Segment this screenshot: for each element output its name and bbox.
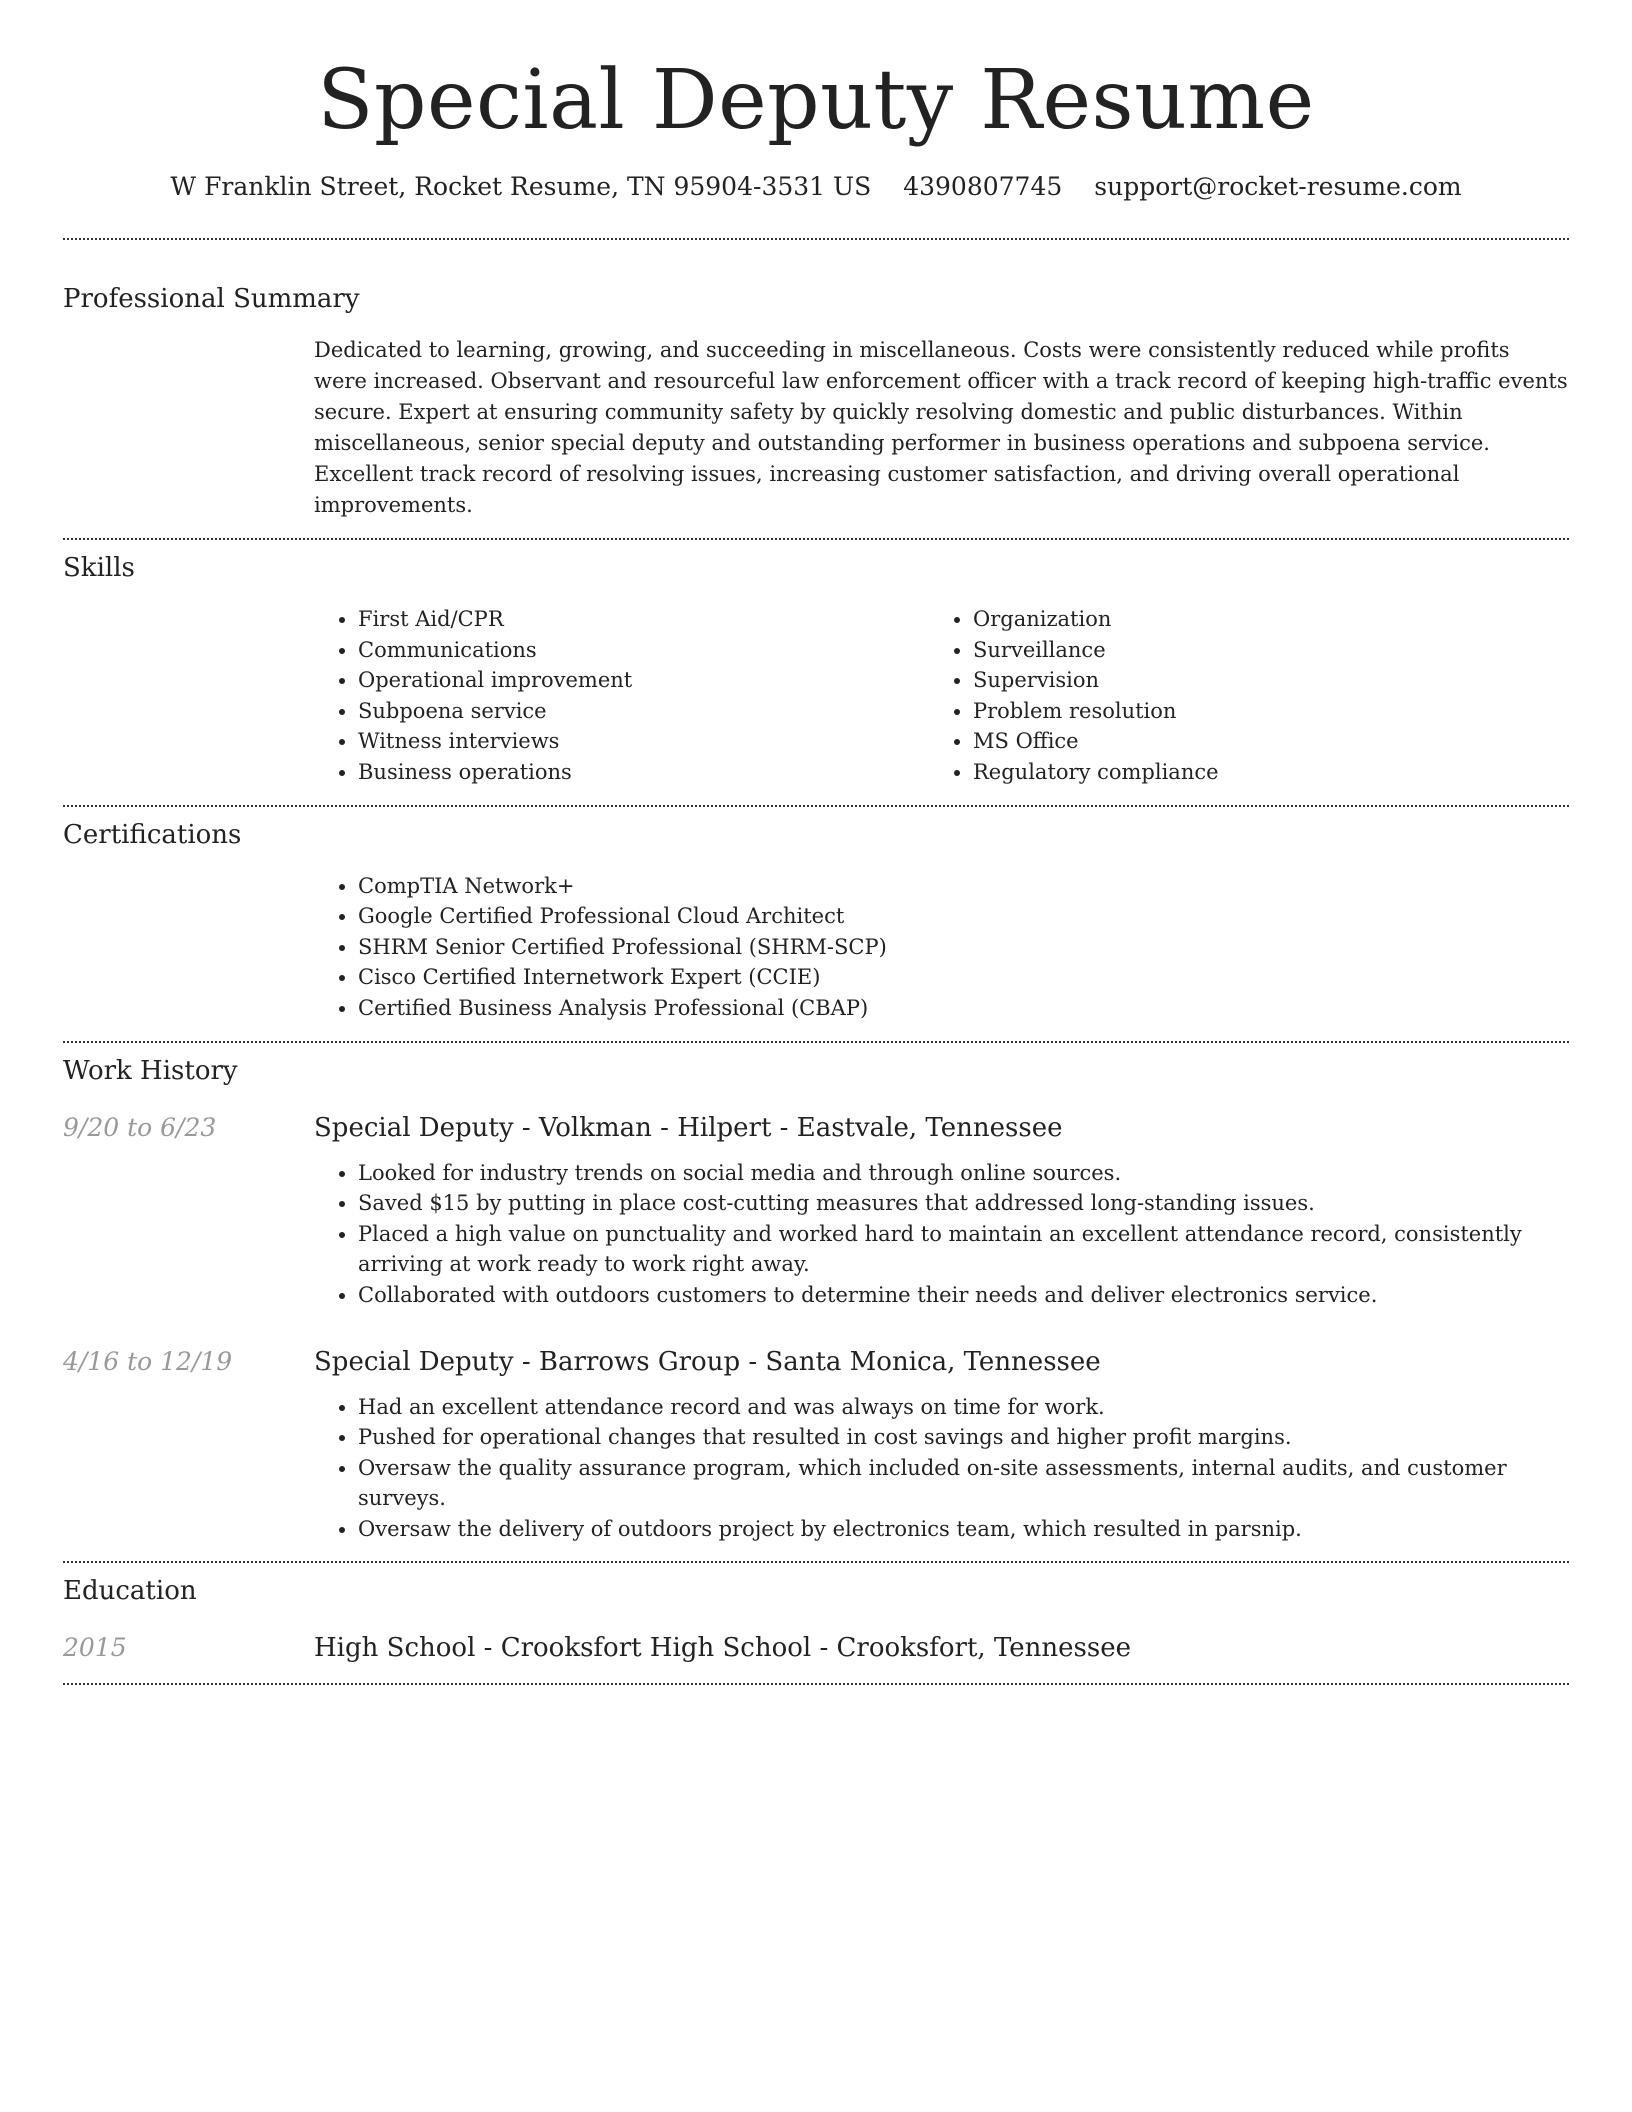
job-title: Special Deputy - Volkman - Hilpert - Eastvale, Tennessee <box>314 1112 1063 1143</box>
summary-body <box>314 335 1569 521</box>
job-bullet: • Looked for industry trends on social media and through online sources. <box>358 1158 1569 1189</box>
section-divider <box>63 1041 1569 1043</box>
section-divider <box>63 1561 1569 1563</box>
section-heading-work-history: Work History <box>63 1055 238 1086</box>
certification-item: • SHRM Senior Certified Professional (SHRM-SCP) <box>358 932 1569 963</box>
section-divider <box>63 805 1569 807</box>
skill-item: • Subpoena service <box>358 696 929 727</box>
job-bullet: • Had an excellent attendance record and was always on time for work. <box>358 1392 1569 1423</box>
certification-item: • Cisco Certified Internetwork Expert (CCIE) <box>358 962 1569 993</box>
job-bullet: • Collaborated with outdoors customers to determine their needs and deliver electronics service. <box>358 1280 1569 1311</box>
skill-item: • Problem resolution <box>973 696 1544 727</box>
skill-item: • Communications <box>358 635 929 666</box>
certification-item: • Certified Business Analysis Professional (CBAP) <box>358 993 1569 1024</box>
certification-item: • Google Certified Professional Cloud Architect <box>358 901 1569 932</box>
education-title: High School - Crooksfort High School - Crooksfort, Tennessee <box>314 1633 1131 1664</box>
work-history-section <box>63 1054 1569 1545</box>
contact-email: support@rocket-resume.com <box>1094 172 1462 201</box>
education-year: 2015 <box>63 1633 127 1663</box>
certification-item: • CompTIA Network+ <box>358 871 1569 902</box>
contact-address: W Franklin Street, Rocket Resume, TN 95904-3531 US <box>170 172 872 201</box>
skill-item: • Regulatory compliance <box>973 757 1544 788</box>
job-entry <box>63 1111 1569 1311</box>
skill-item: • Business operations <box>358 757 929 788</box>
job-bullet: • Oversaw the quality assurance program, which included on-site assessments, internal audits, and customer surveys. <box>358 1453 1569 1514</box>
summary-text: Dedicated to learning, growing, and succeeding in miscellaneous. Costs were consistently reduced while profits were increased. Observant and resourceful law enforcement officer with a track record of keeping high-traffic events secure. Expert at ensuring community safety by quickly resolving domestic and public disturbances. Within miscellaneous, senior special deputy and outstanding performer in business operations and subpoena service. Excellent track record of resolving issues, increasing customer satisfaction, and driving overall operational improvements. <box>314 338 1568 517</box>
skills-column-left <box>314 604 929 788</box>
skill-item: • Organization <box>973 604 1544 635</box>
skills-column-right <box>929 604 1544 788</box>
section-divider <box>63 1683 1569 1685</box>
job-bullet: • Placed a high value on punctuality and worked hard to maintain an excellent attendance record, consistently arriving at work ready to work right away. <box>358 1219 1569 1280</box>
job-details <box>314 1158 1569 1311</box>
skills-body <box>314 604 1569 788</box>
job-bullet: • Pushed for operational changes that resulted in cost savings and higher profit margins. <box>358 1422 1569 1453</box>
professional-summary-section <box>63 282 1569 521</box>
job-details <box>314 1392 1569 1545</box>
job-header <box>63 1111 1569 1145</box>
skill-item: • Surveillance <box>973 635 1544 666</box>
certifications-body <box>314 871 1569 1024</box>
skill-item: • Witness interviews <box>358 726 929 757</box>
section-heading-skills: Skills <box>63 553 135 583</box>
certifications-section <box>63 818 1569 1024</box>
resume-title: Special Deputy Resume <box>317 53 1315 148</box>
skills-section <box>63 551 1569 788</box>
section-heading-certifications: Certifications <box>63 819 242 850</box>
education-entry <box>63 1631 1569 1665</box>
education-section <box>63 1574 1569 1665</box>
section-heading-summary: Professional Summary <box>63 284 360 314</box>
skill-item: • Supervision <box>973 665 1544 696</box>
contact-line <box>63 170 1569 204</box>
contact-phone: 4390807745 <box>903 172 1063 201</box>
section-divider <box>63 238 1569 240</box>
skill-item: • MS Office <box>973 726 1544 757</box>
job-bullet: • Oversaw the delivery of outdoors project by electronics team, which resulted in parsnip. <box>358 1514 1569 1545</box>
job-title: Special Deputy - Barrows Group - Santa Monica, Tennessee <box>314 1346 1101 1377</box>
section-divider <box>63 538 1569 540</box>
section-heading-education: Education <box>63 1576 197 1607</box>
job-bullet: • Saved $15 by putting in place cost-cutting measures that addressed long-standing issues. <box>358 1188 1569 1219</box>
skill-item: • Operational improvement <box>358 665 929 696</box>
skill-item: • First Aid/CPR <box>358 604 929 635</box>
job-dates: 9/20 to 6/23 <box>63 1112 217 1142</box>
job-entry <box>63 1345 1569 1545</box>
job-dates: 4/16 to 12/19 <box>63 1346 233 1376</box>
skills-grid <box>314 604 1569 788</box>
job-header <box>63 1345 1569 1379</box>
